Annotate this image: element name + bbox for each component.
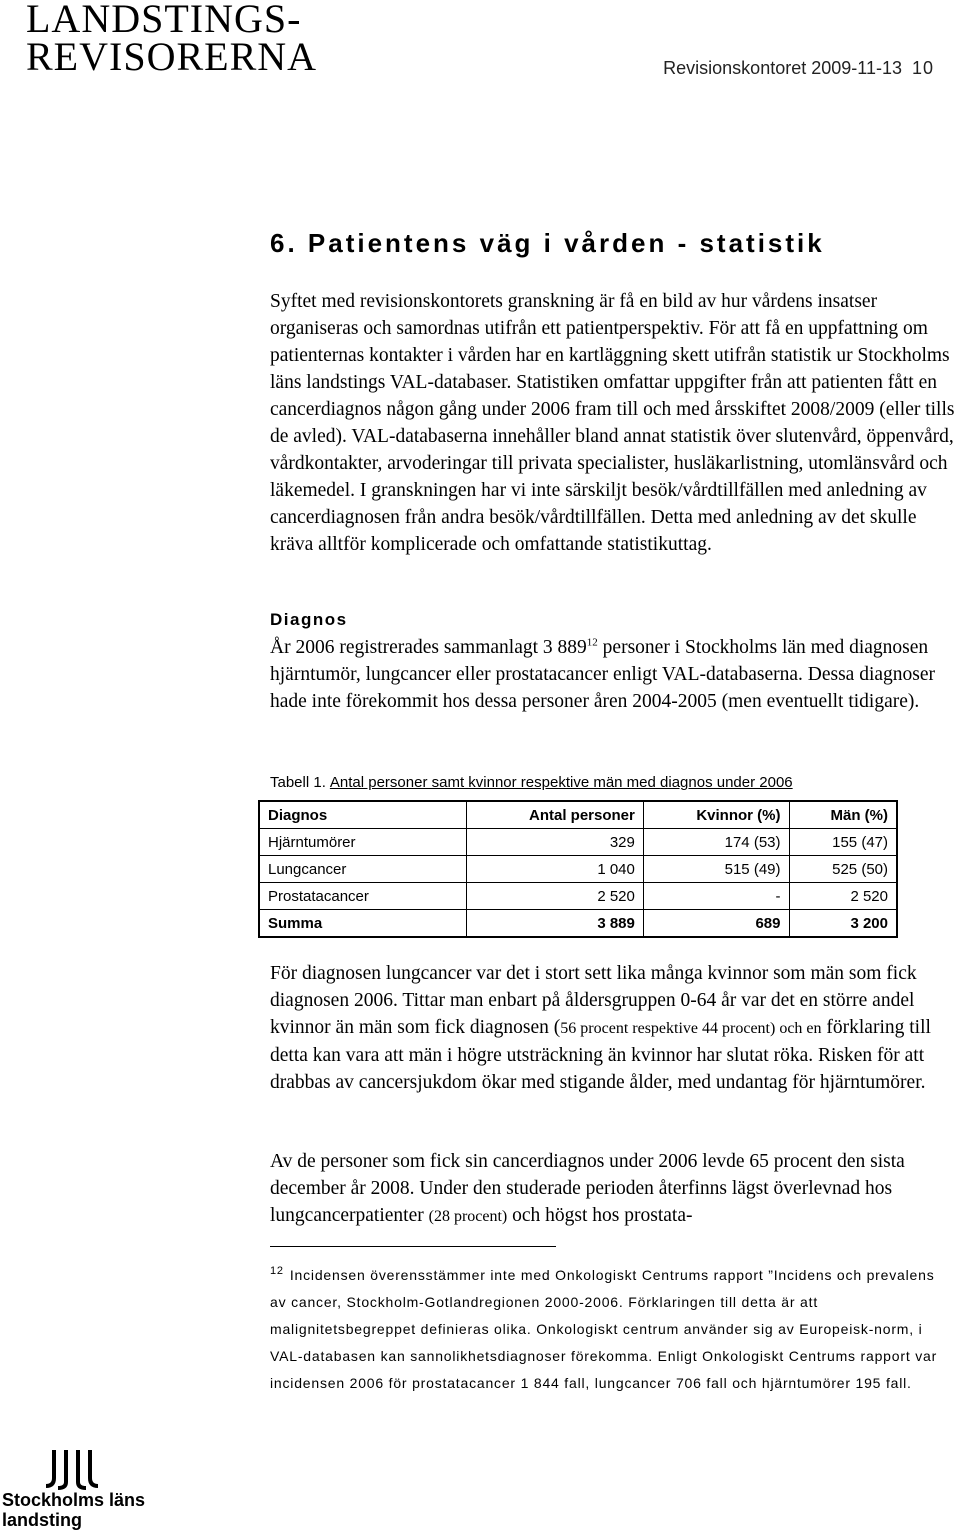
total-man: 3 200 [789, 910, 897, 938]
cell-man: 155 (47) [789, 829, 897, 856]
footnote-text: Incidensen överensstämmer inte med Onkologiskt Centrums rapport ”Incidens och prevalens av cancer, Stockholm-Gotlandregionen 2000-2006. Förklaringen till detta är att malignitetsbegreppet definieras olika. Onkologiskt centrum använder sig av Europeisk-norm, i VAL-databasen kan sannolikhetsdiagnoser förekomma. Enligt Onkologiskt Centrums rapport var incidensen 2006 för prostatacancer 1 844 fall, lungcancer 706 fall och hjärntumörer 195 fall. [270, 1267, 938, 1391]
landsting-emblem-icon [46, 1448, 98, 1490]
diagnos-heading: Diagnos [270, 610, 348, 629]
cell-man: 2 520 [789, 883, 897, 910]
diagnos-text-start: År 2006 registrerades sammanlagt 3 889 [270, 637, 587, 658]
table-caption [270, 774, 793, 791]
total-antal: 3 889 [467, 910, 644, 938]
cell-antal: 329 [467, 829, 644, 856]
table-total-row [259, 910, 897, 938]
lung-section [270, 960, 960, 1096]
lung-paragraph [270, 960, 960, 1096]
survival-paragraph [270, 1148, 960, 1230]
intro-paragraph: Syftet med revisionskontorets granskning är få en bild av hur vårdens insatser organiseras och samordnas utifrån ett patientperspektiv. För att få en uppfattning om patienternas kontakter i vården har en kartläggning skett utifrån statistik ur Stockholms läns landstings VAL-databaser. Statistiken omfattar uppgifter från att patienten fått en cancerdiagnos någon gång under 2006 fram till och med årsskiftet 2008/2009 (eller tills de avled). VAL-databaserna innehåller bland annat statistik över slutenvård, öppenvård, vårdkontakter, arvoderingar till privata specialister, husläkarlistning, utomlänsvård och läkemedel. I granskningen har vi inte särskiljt besök/vårdtillfällen med anledning av cancerdiagnosen från andra besök/vårdtillfällen. Detta med anledning av det skulle kräva alltför komplicerade och omfattande statistikuttag. [270, 291, 955, 555]
col-header-antal: Antal personer [467, 801, 644, 829]
cell-kvinnor: 174 (53) [643, 829, 789, 856]
col-header-diagnos: Diagnos [259, 801, 467, 829]
page-number: 10 [911, 58, 934, 78]
cell-diagnos: Lungcancer [259, 856, 467, 883]
brand-line-2: REVISORERNA [26, 34, 318, 79]
cell-antal: 2 520 [467, 883, 644, 910]
office-date: Revisionskontoret 2009-11-13 [663, 58, 902, 78]
lung-text-2: förklaring till detta kan vara att män i högre utsträckning än kvinnor har slutat röka. Risken för att drabbas av cancersjukdom ökar med stigande ålder, med undantag för hjärntumörer. [270, 1017, 931, 1093]
footnote-number: 12 [270, 1265, 284, 1278]
survival-text-1: Av de personer som fick sin cancerdiagnos under 2006 levde 65 procent den sista december år 2008. Under den studerade perioden återfinns lägst överlevnad hos lungcancerpatienter [270, 1151, 905, 1226]
cell-diagnos: Hjärntumörer [259, 829, 467, 856]
cell-kvinnor: - [643, 883, 789, 910]
diagnos-text-end: personer i Stockholms län med diagnosen hjärntumör, lungcancer eller prostatacancer enligt VAL-databaserna. Dessa diagnoser hade inte förekommit hos dessa personer åren 2004-2005 (men eventuellt tidigare). [270, 637, 936, 712]
table-label: Tabell 1. [270, 774, 326, 791]
total-kvinnor: 689 [643, 910, 789, 938]
table-row [259, 829, 897, 856]
intro-section [270, 288, 960, 558]
chapter-title: 6. Patientens väg i vården - statistik [270, 228, 825, 258]
stockholms-lans-landsting-logo [2, 1448, 152, 1530]
table-header-row [259, 801, 897, 829]
table-caption-text: Antal personer samt kvinnor respektive män med diagnos under 2006 [329, 774, 793, 791]
table-row [259, 883, 897, 910]
footnote-ref: 12 [586, 636, 598, 649]
footnote [270, 1262, 950, 1397]
diagnos-section [270, 634, 960, 715]
logo-line-2: landsting [2, 1510, 82, 1530]
footnote-divider [270, 1246, 556, 1247]
lung-text-small: 56 procent respektive 44 procent) och en [560, 1020, 822, 1037]
logo-line-1: Stockholms läns [2, 1490, 146, 1510]
brand-logo-text [26, 0, 318, 79]
survival-section [270, 1148, 960, 1230]
col-header-kvinnor: Kvinnor (%) [643, 801, 789, 829]
survival-text-small: (28 procent) [428, 1208, 508, 1225]
cell-man: 525 (50) [789, 856, 897, 883]
running-head [663, 58, 934, 79]
diagnosis-table [258, 800, 898, 938]
cell-antal: 1 040 [467, 856, 644, 883]
cell-diagnos: Prostatacancer [259, 883, 467, 910]
logo-text [2, 1490, 145, 1530]
survival-text-2: och högst hos prostata- [507, 1205, 693, 1226]
table-row [259, 856, 897, 883]
diagnos-paragraph [270, 634, 960, 715]
brand-line-1: LANDSTINGS- [26, 0, 302, 41]
total-label: Summa [259, 910, 467, 938]
lung-text-1: För diagnosen lungcancer var det i stort sett lika många kvinnor som män som fick diagnosen 2006. Tittar man enbart på åldersgruppen 0-64 år var det en större andel kvinnor än män som fick diagnosen ( [270, 963, 917, 1038]
col-header-man: Män (%) [789, 801, 897, 829]
cell-kvinnor: 515 (49) [643, 856, 789, 883]
